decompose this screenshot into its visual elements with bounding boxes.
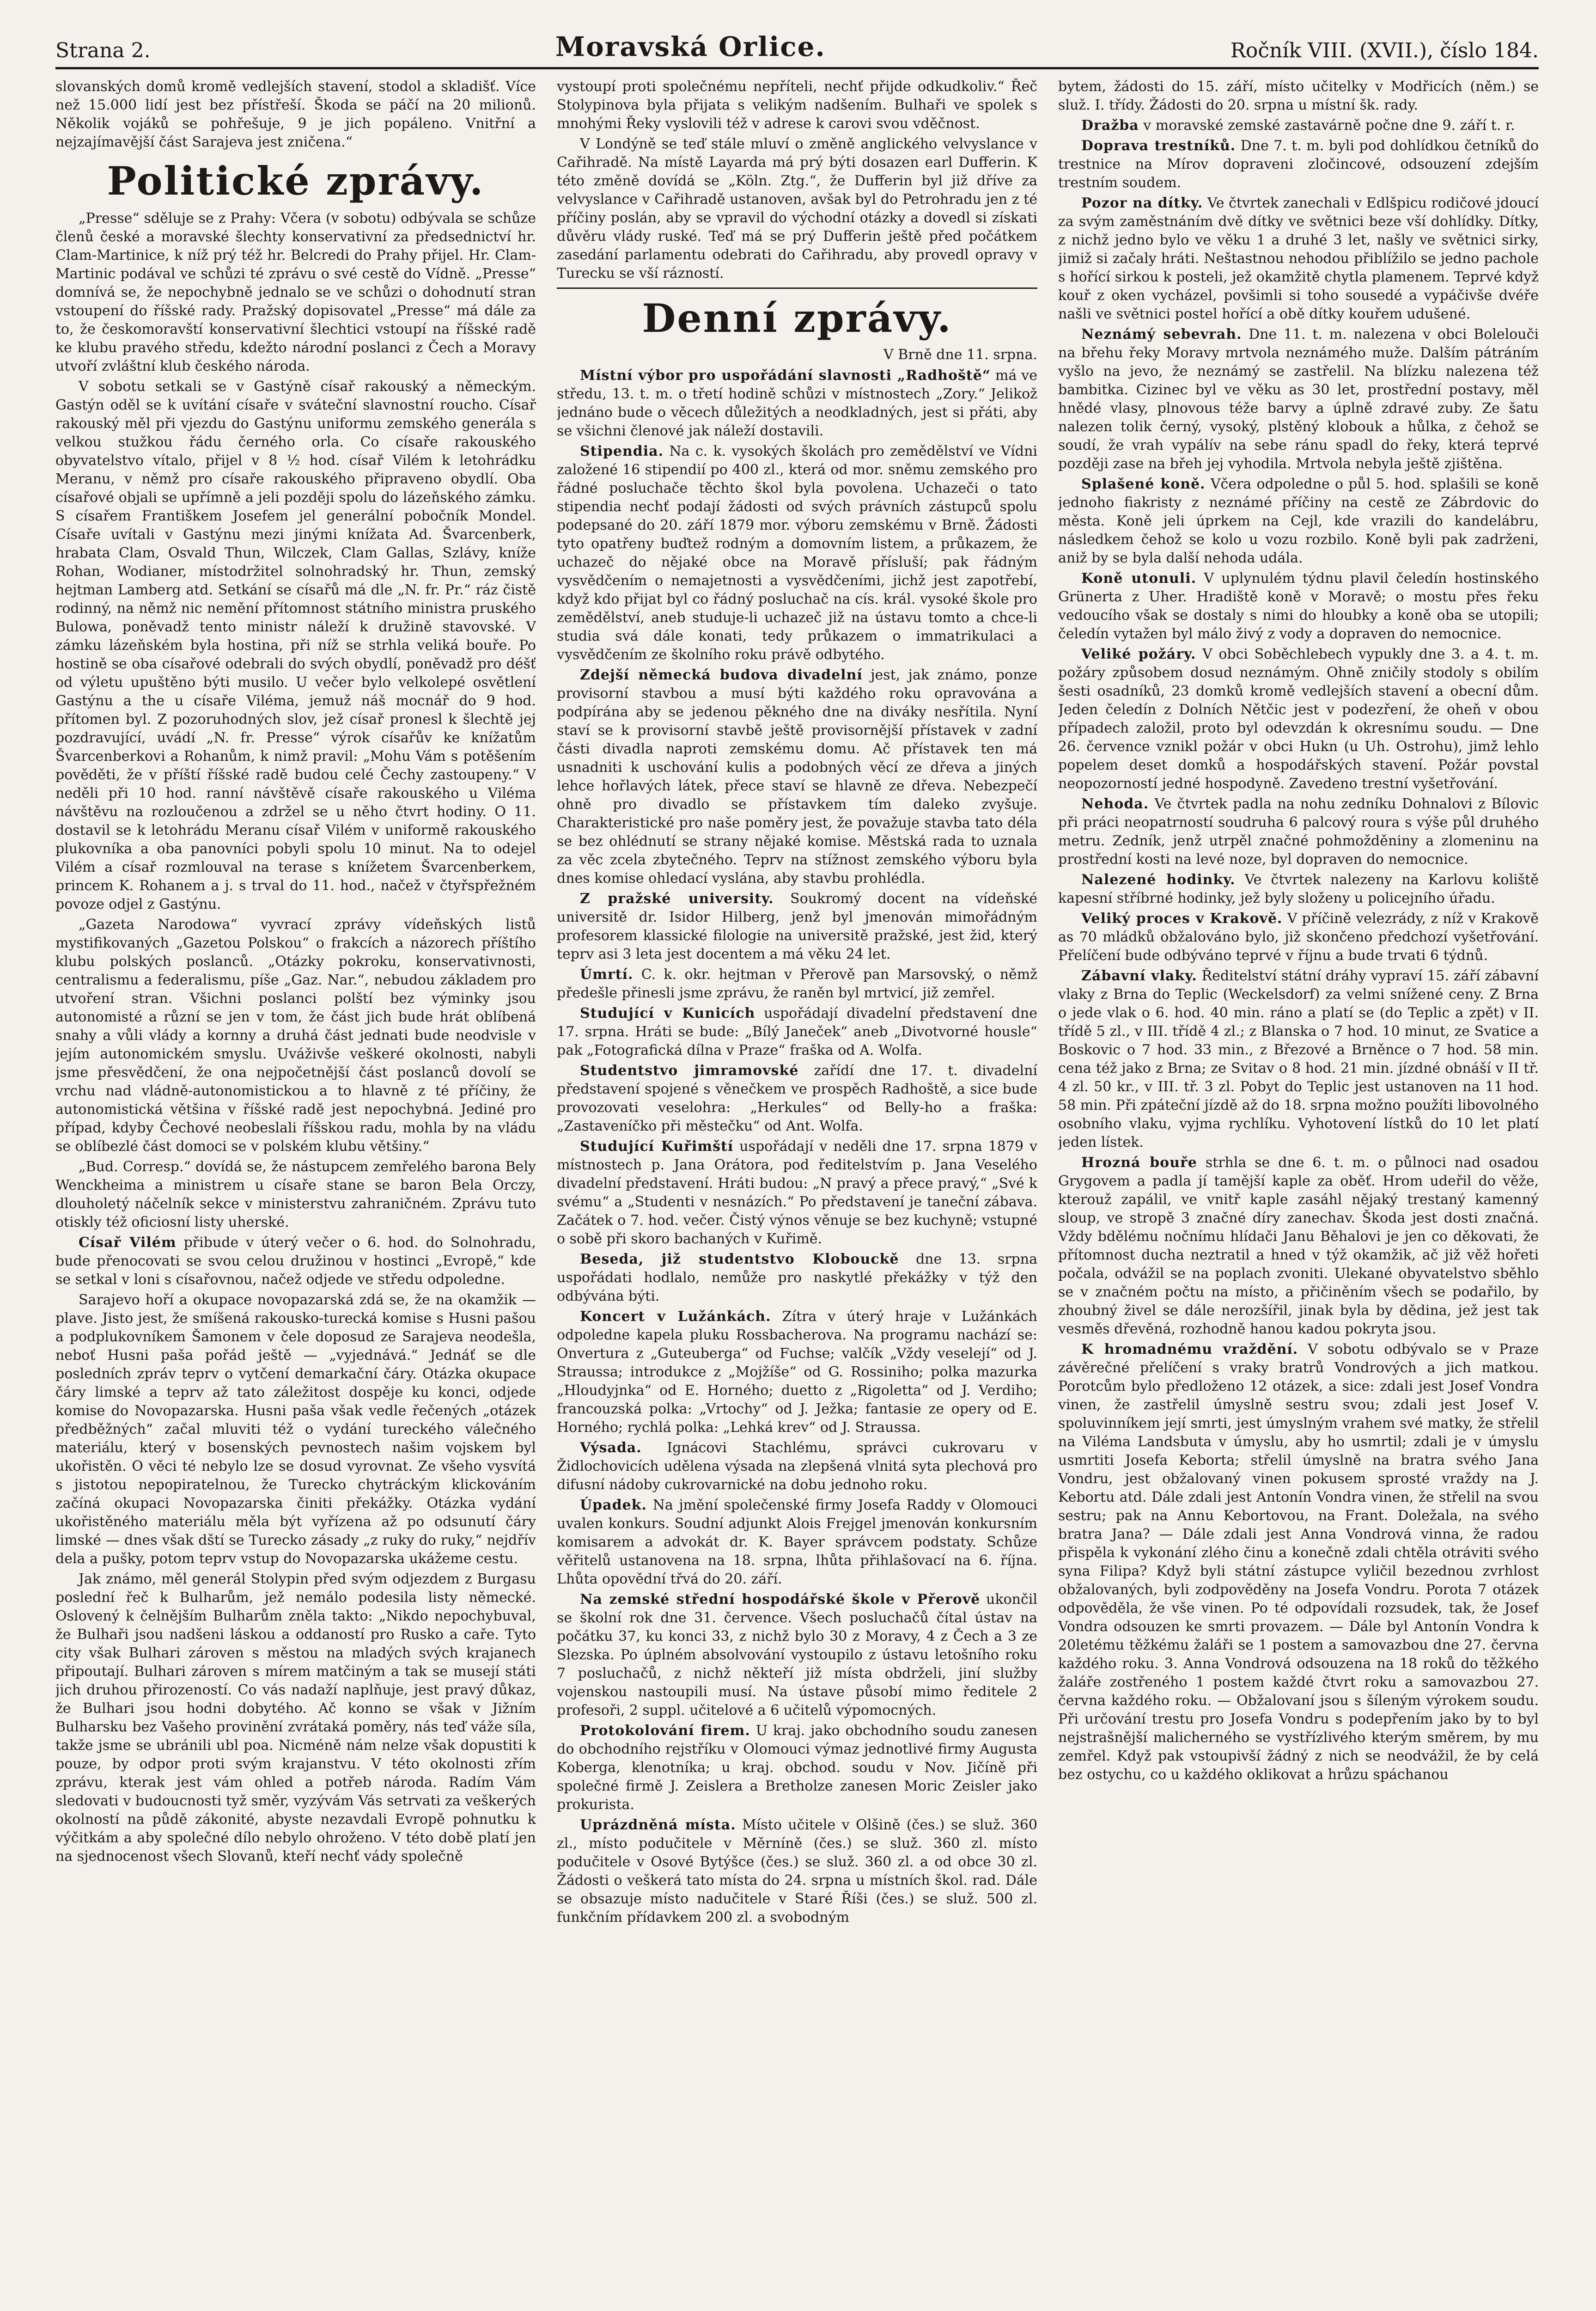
article-headline: Nehoda.	[1081, 796, 1149, 812]
article-paragraph	[557, 1250, 1037, 1306]
article-headline: Studující Kuřimští	[580, 1138, 734, 1155]
article-headline: Výsada.	[580, 1440, 642, 1456]
article-headline: K hromadnému vraždění.	[1081, 1341, 1298, 1357]
dateline: V Brně dne 11. srpna.	[883, 347, 1037, 363]
article-headline: Na zemské střední hospodářské škole v Přerově	[580, 1591, 981, 1608]
article-paragraph	[557, 890, 1037, 964]
article-text: „Gazeta Narodowa“ vyvrací zprávy vídeňských listů mystifikovaných „Gazetou Polskou“ o frakcích a názorech příštího klubu polských poslanců. „Otázky pokroku, konservativnosti, centralismu a federalismu, píše „Gaz. Nar.“, nebudou základem pro utvoření stran. Všichni poslanci polští bez výminky jsou autonomisté a různí se jen v tom, že část jich bude hrát oblíbená snahy a vůli vlády a kornny a druhá část jednati bude neodvisle v jejím autonomickém smyslu. Uváživše veškeré okolnosti, nabyli jsme přesvědčení, že ona nejpočetnější část poslanců dovolí se vrchu nad vládně-autonomistickou a to hlavně z té příčiny, že autonomistická většina v říšské radě jest nepochybná. Jediné pro případ, kdyby Čechové neobeslali říšskou radu, mohla by na vládu se oblíbezlé část domoci se v polském klubu většiny.“	[55, 917, 536, 1155]
article-paragraph	[1058, 967, 1539, 1152]
article-text: V sobotu setkali se v Gastýně císař rakouský a německým. Gastýn oděl se k uvítání císaře v sváteční slavnostní roucho. Císař rakouský měl při vjezdu do Gastýnu uniformu zemského generála s velkou stužkou řádu černého orla. Co císaře rakouského obyvatelstvo vítalo, přijel v 8 ½ hod. císař Vilém k letohrádku Meranu, v němž pro císaře rakouského připraveno obydlí. Oba císařové objali se upřímně a jeli později spolu do lázeňského zámku. S císařem Františkem Josefem jel generální pobočník Mondel. Císaře uvítali v Gastýnu mezi jinými knížata Ad. Švarcenberk, hrabata Clam, Osvald Thun, Wilczek, Clam Gallas, Szlávy, kníže Rohan, Wodianer, místodržitel solnohradský hr. Thun, zemský hejtman Lamberg atd. Setkání se císařů má dle „N. fr. Pr.“ ráz čistě rodinný, na němž nic nemění přítomnost státního ministra pruského Bulowa, poněvadž tento ministr náleží k družině stavovské. V zámku lázeňském byla hostina, při níž se strhla veliká bouře. Po hostině se oba císařové odebrali do svých obydlí, poněvadž pro déšť od výletu upuštěno býti musilo. U večer bylo velkolepé osvětlení Gastýnu a the u císaře Viléma, jemuž náš mocnář do 9 hod. přítomen byl. Z pozoruhodných slov, jež císař pronesl k šlechtě jej pozdravující, uvádí „N. fr. Presse“ výrok císařův ke knížatům Švarcenberkovi a Rohanům, k nimž pravil: „Mohu Vám s potěšením pověděti, že v příští říšské radě budou celé Čechy zastoupeny.“ V neděli při 10 hod. ranní návštěvě císaře rakouského u Viléma návštěvu na rozloučenou a zdržel se u něho čtvrt hodiny. O 11. dostavil se k letohrádu Meranu císař Vilém v uniformě rakouského plukovníka a oba panovníci pobyli spolu 10 minut. Na to odejel Vilém a císař rozmlouval na terase s knížetem Švarcenberkem, princem K. Rohanem a j. s trval do 11. hod., načež v čtyřspřežném povoze odjel z Gastýnu.	[55, 379, 536, 912]
article-text: Soukromý docent na vídeňské universitě dr. Isidor Hilberg, jenž byl jmenován mimořádným profesorem klassické filologie na universitě pražské, jest žid, který teprv asi 3 leta jest docentem a má věku 24 let.	[557, 891, 1037, 962]
article-headline: Veliké požáry.	[1081, 646, 1196, 662]
article-text: „Presse“ sděluje se z Prahy: Včera (v sobotu) odbývala se schůze členů české a moravské šlechty konservativní za předsednictví hr. Clam-Martinice, k níž prý též hr. Belcredi do Prahy přijel. Hr. Clam-Martinic podával ve schůzi té zprávu o své cestě do Vídně. „Presse“ domnívá se, že nepochybně jednalo se ve schůzi o dohodnutí stran vstoupení do říšské rady. Pražský dopisovatel „Presse“ má dále za to, že českomoravští konservativní šlechtici vstoupí na říšské radě ke klubu pravého středu, kdežto národní poslanci z Čech a Moravy utvoří zvláštní klub českého národa.	[55, 210, 536, 374]
article-text: Dne 11. t. m. nalezena v obci Bolelouči na břehu řeky Moravy mrtvola neznámého muže. Dalším pátráním vyšlo na jevo, že neznámý se zastřelil. Na blízku nalezena též bambitka. Cizinec byl ve věku as 30 let, prostřední postavy, měl hnědé vlasy, plnovous téže barvy a úplně zdravé zuby. Ze šatu nalezen tolik černý, vysoký, plstěný klobouk a hůlka, z čehož se soudí, že vrah vypálív na sebe ránu spadl do řeky, která teprvé později zase na břeh jej vyhodila. Mrtvola nebyla ještě zjištěna.	[1058, 326, 1539, 472]
masthead-title: Moravská Orlice.	[555, 31, 826, 62]
column-3-articles	[1058, 116, 1539, 1784]
article-paragraph	[557, 1137, 1037, 1248]
article-text: Ve čtvrtek nalezeny na Karlovu koliště kapesní stříbrné hodinky, jež byly složeny u policejního úřadu.	[1058, 872, 1539, 906]
article-paragraph	[557, 1816, 1037, 1927]
article-paragraph	[557, 1590, 1037, 1720]
article-paragraph	[55, 1291, 536, 1568]
article-text: „Bud. Corresp.“ dovídá se, že nástupcem zemřelého barona Bely Wenckheima a ministrem u císaře stane se baron Bela Orczy, dlouholetý náčelník sekce v ministerstvu zahraničném. Zprávu tuto otiskly též oficiosní listy uherské.	[55, 1159, 536, 1230]
article-text: Včera odpoledne o půl 5. hod. splašili se koně jednoho fiakristy z neznámé příčiny na cestě ze Zábrdovic do města. Koně jeli úprkem na Cejl, kde vrazili do kandelábru, následkem čehož se kolo u vozu rozbilo. Koně byli pak zadrženi, aniž by se byla další nehoda udála.	[1058, 476, 1539, 566]
article-paragraph	[557, 1496, 1037, 1589]
article-headline: Císař Vilém	[79, 1235, 177, 1251]
column-2-london-article: V Londýně se teď stále mluví o změně anglického velvyslance v Cařihradě. Na místě Layarda má prý býti dosazen earl Dufferin. K této změně dovídá se „Köln. Ztg.“, že Dufferin byl již dříve za velvyslance v Cařihradě ustanoven, avšak byl do Petrohradu jen z té příčiny poslán, aby se vpravil do východní otázky a dovedl si získati důvěru vlády ruské. Teď má se prý Dufferin ještě před počátkem zasedání parlamentu odebrati do Cařihradu, aby provedl opravy v Turecku se vší rázností.	[557, 136, 1037, 281]
article-paragraph	[1058, 325, 1539, 473]
article-headline: Koncert v Lužánkách.	[580, 1308, 771, 1325]
article-headline: Neznámý sebevrah.	[1081, 326, 1242, 342]
article-text: Dne 7. t. m. byli pod dohlídkou četníků do trestnice na Mírov dopraveni zločincové, odsouzení zdejším trestním soudem.	[1058, 138, 1539, 191]
page-number: Strana 2.	[55, 39, 151, 62]
article-headline: Stipendia.	[580, 443, 664, 459]
article-text: ukončil se školní rok dne 31. července. Všech posluchačů čítal ústav na počátku 37, ku konci 33, z nichž bylo 30 z Moravy, 4 z Čech a 3 ze Slezska. Po úplném absolvování vystoupilo z ústavu letošního roku 7 posluchačů, z nichž někteří již místa obdrželi, jiní služby vojenskou nastoupili musí. Na ústave působí mimo ředitele 2 profesoři, 2 suppl. učitelové a 6 učitelů výpomocných.	[557, 1591, 1037, 1718]
column-3-intro: bytem, žádosti do 15. září, místo učitelky v Modřicích (něm.) se služ. I. třídy. Žádosti do 20. srpna u místní šk. rady.	[1058, 79, 1539, 113]
article-text: V příčině velezrády, z níž v Krakově as 70 mládků obžalováno bylo, již skončeno předchozí vyšetřování. Přelíčení bude odbýváno teprvé v říjnu a bude trvati 6 týdnů.	[1058, 911, 1539, 964]
article-text: přibude v úterý večer o 6. hod. do Solnohradu, bude přenocovati se svou celou družinou v hostinci „Evropě,“ kde se setkal v loni s císařovnou, načež odjede ve středu odpoledne.	[55, 1235, 536, 1288]
article-paragraph	[557, 442, 1037, 664]
article-headline: Pozor na dítky.	[1081, 195, 1203, 211]
article-paragraph	[1058, 1340, 1539, 1784]
article-text: V sobotu odbývalo se v Praze závěrečné přelíčení s vraky bratrů Vondrových a jich matkou. Porotcům bylo předloženo 12 otázek, a sice: zdali jest Josef Vondra vinen, že zastřelil úmyslně sestru svou; zdali jest Josef V. spoluvinníkem její smrti, jest úmyslným vrahem své matky, že střelil na Viléma Landsbuta v úmyslu, aby ho usmrtil; zdali je v úmyslu usmrtiti Josefa Keborta; střelil úmyslně na bratra svého Jana Vondru, jest obžalovaný vinen pokusem sprosté vraždy na J. Kebortu atd. Dále zdali jest Antonín Vondra vinen, že střelil na svou sestru; pak na Annu Kebortovou, na Frant. Doležala, na svého bratra Jana? — Dále zdali jest Anna Vondrová vinna, že radou přispěla k vykonání zlého činu a konečně zdali chtěla otráviti svého syna Filipa? Když byli státní zástupce vyličil bezednou zvrhlost obžalovaných, byli zodpověděny na Josefa Vondru. Porota 7 otázek odpověděla, že vše vinen. Po té odpovídali rozsudek, tak, že Josef Vondra odsouzen ke smrti provazem. — Dále byl Antonín Vondra k 20letému těžkému žaláři se 1 postem a samovazbou dne 27. června každého roku. 3. Anna Vondrová odsouzena na 18 roků do těžkého žaláře zostřeného 1 postem každé čtvrt roku a samovazbou 27. června každého roku. — Obžalovaní jsou s šíleným výrokem soudu. Při určování trestu pro Josefa Vondru s podepřením jako by to byl nejstrašnější malicherného se vystřízlivého kterým směrem, by mu zemřel. Když pak vstoupivší žádný z nich se neodvážil, že by celá bez ostychu, co u každého oklikovat a hrůzu spáchanou	[1058, 1341, 1539, 1783]
article-paragraph	[1058, 475, 1539, 568]
article-text: V uplynulém týdnu plavil čeledín hostinského Grünerta z Uher. Hradiště koně v Moravě; o mostu přes řeku vedoucího však se dostaly s nimi do hloubky a koně oba se utopili; čeledín vytažen byl málo živý z vody a dopraven do nemocnice.	[1058, 570, 1539, 642]
article-text: Ředitelství státní dráhy vypraví 15. září zábavní vlaky z Brna do Teplic (Weckelsdorf) za velmi snížené ceny. Z Brna o jede vlak o 6. hod. 40 min. ráno a platí se (do Teplic a zpět) v II. třídě 5 zl., v III. třídě 4 zl.; z Blanska o 7 hod. 10 minut, ze Svatice a Boskovic o 7 hod. 33 min., z Březové a Brněnce o 7 hod. 58 min. cena též jako z Brna; ze Svitav o 8 hod. 21 min. jízdné obnáší v II tř. 4 zl. 50 kr., v III. tř. 3 zl. Pobyt do Teplic jest ustanoven na 11 hod. 58 min. Při zpáteční jízdě až do 18. srpna možno použíti libovolného osobního vlaku, vyjma rychlíku. Vyhotovení lístků do 10 let platí jeden lístek.	[1058, 968, 1539, 1150]
page-header	[55, 32, 1539, 69]
article-paragraph	[557, 966, 1037, 1003]
article-text: má ve středu, 13. t. m. o třetí hodině schůzi v místnostech „Zory.“ Jelikož jednáno bude o věcech důležitých a neodkladných, jest si přáti, aby se všichni členové jak náleží dostavili.	[557, 367, 1037, 439]
article-text: Ve čtvrtek padla na nohu zedníku Dohnalovi z Bílovic při práci neopatrností soudruha 6 palcový roura s výše půl druhého metru. Zedník, jenž utrpěl značné pohmožděniny a zlomeninu na prostřední kosti na levé noze, byl dopraven do nemocnice.	[1058, 796, 1539, 868]
article-paragraph	[557, 1308, 1037, 1437]
article-paragraph	[55, 1158, 536, 1232]
article-text: zařídí dne 17. t. divadelní představení spojené s věnečkem ve prospěch Radhoště, a sice bude provozovati veselohra: „Herkules“ od Belly-ho a fraška: „Zastaveníčko při městečku“ od Ant. Wolfa.	[557, 1063, 1037, 1134]
article-text: Místo učitele v Olšině (čes.) se služ. 360 zl., místo podučitele v Měrníně (čes.) se služ. 360 zl. místo podučitele v Osové Bytýšce (čes.) se služ. 360 zl. a od obce 30 zl. Žádosti o veškerá tato místa do 24. srpna u místních škol. rad. Dále se obsazuje místo nadučitele v Staré Říši (čes.) se služ. 500 zl. funkčním přídavkem 200 zl. a svobodným	[557, 1817, 1037, 1926]
article-headline: Studentstvo jimramovské	[580, 1063, 799, 1079]
article-paragraph	[557, 1722, 1037, 1814]
article-paragraph	[557, 666, 1037, 888]
article-headline: Protokolování firem.	[580, 1723, 750, 1739]
column-1-intro: slovanských domů kromě vedlejších stavení, stodol a skladišť. Více než 15.000 lidí jest bez přístřeší. Škoda se páčí na 20 milionů. Několik vojáků se pohřešuje, 9 je jich popáleno. Vnitřní a nejzajímavější část Sarajeva jest zničena.“	[55, 79, 536, 150]
article-paragraph	[557, 1439, 1037, 1494]
article-headline: Z pražské university.	[580, 891, 774, 907]
article-paragraph	[557, 367, 1037, 440]
section-title-denni: Denní zprávy.	[642, 295, 952, 341]
article-paragraph	[1058, 1154, 1539, 1339]
article-text: U kraj. jako obchodního soudu zanesen do obchodního rejstříku v Olomouci výmaz jednotlivé firmy Augusta Koberga, klenotníka; u kraj. obchod. soudu v Nov. Jičíně při společné firmě J. Zeislera a Bretholze zanesen Moric Zeisler jako prokurista.	[557, 1723, 1037, 1813]
article-headline: Místní výbor pro uspořádání slavnosti „Radhoště“	[580, 367, 991, 384]
article-text: v moravské zemské zastavárně počne dne 9. září t. r.	[1143, 117, 1515, 134]
column-1	[55, 78, 536, 2311]
article-paragraph	[1058, 116, 1539, 135]
article-text: Ve čtvrtek zanechali v Edlšpicu rodičové jdoucí za svým zaměstnáním dvě dítky ve světnici beze vší dohlídky. Dítky, z nichž jedno bylo ve věku 1 a druhé 3 let, našly ve světnici sirky, jimiž si začaly hráti. Neštastnou nehodou přiblížilo se jedno pachole s hořící sirkou k posteli, jež okamžitě chytla plamenem. Teprvé když kouř z oken vycházel, povšimli si toho sousedé a vypáčivše dvéře našli ve světnici postel hořící a obě dítky kouřem udušené.	[1058, 195, 1539, 322]
article-paragraph	[55, 1570, 536, 1866]
article-text: jest, jak známo, ponze provisorní stavbou a musí býti každého roku opravována a podpírána aby se jedenou pěkného dne na diváky nesřítila. Nyní staví se k provisorní stavbě ještě provisornější přístavek v zadní části divadla naproti zemskému domu. Ač přístavek ten má usnadniti k uschování kulis a podobných věcí ze dřeva a jiných lehce hořlavých látek, přece staví se hlavně ze dřeva. Nebezpečí ohně pro divadlo se přístavkem tím daleko zvyšuje. Charakteristické pro naše poměry jest, že považuje stavba tato déla se bez ohlédnutí se strany nějaké komise. Městská rada to uznala za věc zcela zbytečného. Teprv na stížnost zemského výboru byla dnes komise ohledací vyslána, aby stavbu prohlédla.	[557, 667, 1037, 886]
article-text: Na jmění společenské firmy Josefa Raddy v Olomouci uvalen konkurs. Soudní adjunkt Alois Frejgel jmenován konkursním komisarem a advokát dr. K. Bayer správcem podstaty. Schůze věřitelů ustanovena na 18. srpna, lhůta přihlašovací na 6. října. Lhůta opovědní třvá do 20. září.	[557, 1497, 1037, 1587]
article-paragraph	[557, 1062, 1037, 1136]
article-headline: Studující v Kunicích	[580, 1005, 755, 1021]
article-text: Zítra v úterý hraje v Lužánkách odpoledne kapela pluku Rossbacherova. Na programu nachází se: Onvertura z „Guteuberga“ od Fuchse; valčík „Vždy veselejí“ od J. Straussa; introdukce z „Mojžíše“ od G. Rossiniho; polka mazurka „Hloudyjnka“ od E. Horného; duetto z „Rigoletta“ od J. Verdiho; francouzská polka: „Vrtochy“ od J. Ježka; fantasie ze opery od E. Horného; rychlá polka: „Lehká krev“ od J. Straussa.	[557, 1308, 1037, 1436]
article-paragraph	[1058, 795, 1539, 869]
article-text: Jak známo, měl generál Stolypin před svým odjezdem z Burgasu poslední řeč k Bulharům, jež nemálo podesila listy německé. Oslovený k čelnějším Bulharům zněla takto: „Nikdo nepochybuval, že Bulhaři jsou nadšeni láskou a oddaností pro Rusko a caře. Tyto city však Bulhari zároven s městou na mladých svých krajanech připoutají. Bulhari zároven s mírem matčiným a tak se musejí státi jich druhou přirozeností. Co vás nadaží naplňuje, jest pravý důkaz, že Bulhari jsou hodni dobytého. Ač konno se však v Jižním Bulharsku bez Vašeho provinění zvrátaká poměry, nás teď váže síla, takže jsme se ubránili ubl poa. Nicméně nám nelze však dopustiti k pouze, by odpor proti svým krajanstvu. V této okolnosti zřím zprávu, kterak jest vám ohled a potřeb národa. Radím Vám sledovati v budoucnosti tyž směr, vyzývám Vás setrvati za veškerých okolností na půdě zákonité, abyste nezavdali Evropě pohnutku k výčitkám a aby společné dílo nebylo ohroženo. V této době platí jen na sjednocenost všech Slovanů, kteří nechť vády společně	[55, 1571, 536, 1865]
article-paragraph	[55, 209, 536, 376]
article-headline: Splašené koně.	[1081, 476, 1206, 492]
article-headline: Úmrtí.	[580, 966, 634, 983]
article-text: Ignácovi Stachlému, správci cukrovaru v Židlochovicích udělena výsada na zlepšená vlnitá syta plechová pro difusní nádoby cukrovarnické na dobu jednoho roku.	[557, 1440, 1037, 1493]
column-2-intro: vystoupí proti společnému nepříteli, nechť přijde odkudkoliv.“ Řeč Stolypinova byla přijata s velikým nadšením. Bulhaři ve spolek s mnohými Řeky vyslovili též v adrese k carovi svou vděčnost.	[557, 79, 1037, 132]
article-paragraph	[1058, 569, 1539, 643]
article-paragraph	[1058, 645, 1539, 793]
article-headline: Beseda, již studentstvo Klobouckě	[580, 1251, 899, 1267]
article-text: C. k. okr. hejtman v Přerově pan Marsovský, o němž předešle přinesli jsme zprávu, že raněn byl mrtvicí, již zemřel.	[557, 966, 1037, 1001]
article-text: uspořádají divadelní představení dne 17. srpna. Hráti se bude: „Bílý Janeček“ aneb „Divotvorné housle“ pak „Fotografická dílna v Praze“ fraška od A. Wolfa.	[557, 1005, 1037, 1058]
article-headline: Doprava trestníků.	[1081, 138, 1236, 154]
article-paragraph	[1058, 871, 1539, 908]
article-paragraph	[55, 378, 536, 914]
column-2	[557, 78, 1037, 2311]
article-text: V obci Soběchlebech vypukly dne 3. a 4. t. m. požáry způsobem dosud neznámým. Ohně zničily stodoly s obilím šesti osadníků, 23 domků kromě vedlejších stavení a obecní dům. Jeden čeledín z Dolních Nětčic jest v podezření, že oheň v obou případech založil, proto byl odevzdán k okresnímu soudu. — Dne 26. července vznikl požár v obci Hukn (u Uh. Ostrohu), jimž lehlo popelem deset domků a hospodářských stavení. Požár povstal neopozorností jedné hospodyně. Zavedeno trestní vyšetřování.	[1058, 646, 1539, 792]
article-headline: Zdejší německá budova divadelní	[580, 667, 863, 683]
column-3	[1058, 78, 1539, 2311]
article-headline: Hrozná bouře	[1081, 1155, 1197, 1171]
article-headline: Dražba	[1081, 117, 1139, 134]
article-paragraph	[1058, 194, 1539, 324]
article-headline: Veliký proces v Krakově.	[1081, 911, 1283, 927]
article-paragraph	[1058, 910, 1539, 965]
article-paragraph	[557, 1004, 1037, 1060]
column-1-articles	[55, 209, 536, 1866]
column-2-articles	[557, 367, 1037, 1927]
section-title-politicke: Politické zprávy.	[107, 158, 485, 204]
article-headline: Nalezené hodinky.	[1081, 872, 1236, 888]
article-text: strhla se dne 6. t. m. o půlnoci nad osadou Grygovem a padla jí tamější kaple za oběť. Hrom udeřil do věže, kterouž zapálil, ve vnitř kaple zasáhl nějaký trestaný kamenný sloup, ve stropě 3 značné díry zanechav. Škoda jest dosti značná. Vždy bdělému nočnímu hlídači Janu Běhalovi je jen co děkovati, že přítomnost ducha neztratil a hned v týž okamžik, ač již věž hořeti počala, odvážil se na poplach zvoniti. Ulekané obyvatelstvo sběhlo se v značném počtu na místo, a přičiněním všech se podařilo, by zhoubný živel se dále nerozšířil, jinak byla by dědina, jež jest tak vesměs dřevěná, rozhodně hanou kadou pokryta jsou.	[1058, 1155, 1539, 1337]
issue-info: Ročník VIII. (XVII.), číslo 184.	[1230, 39, 1539, 62]
article-text: uspořádají v neděli dne 17. srpna 1879 v místnostech p. Jana Orátora, pod ředitelstvím p. Jana Veselého divadelní představení. Hráti budou: „N pravý a přece pravý,“ „Své k svému“ a „Studenti v nesnázích.“ Po představení je taneční zábava. Začátek o 7. hod. večer. Čistý výnos věnuje se bez kuchyně; vstupné o sobě při skoro bachaných v Kuřimě.	[557, 1138, 1037, 1247]
columns	[55, 78, 1539, 2311]
article-headline: Úpadek.	[580, 1497, 647, 1513]
section-divider	[557, 287, 1037, 289]
article-headline: Uprázdněná místa.	[580, 1817, 736, 1833]
article-paragraph	[55, 916, 536, 1156]
article-paragraph	[55, 1234, 536, 1289]
article-headline: Koně utonuli.	[1081, 570, 1197, 587]
article-text: Na c. k. vysokých školách pro zemědělství ve Vídni založené 16 stipendií po 400 zl., která od mor. sněmu zemského pro řádné posluchače těchto škol byla povolena. Uchazeči o tato stipendia nechť podají žádosti od svých právních zástupců spolu podepsané do 20. září 1879 mor. výboru zemskému v Brně. Žádosti tyto opatřeny buďtež rodným a domovním listem, a průkazem, že uchazeč do nějaké obce na Moravě přísluší; pak řádným vysvědčením o nemajetnosti a vysvědčeními, jichž jest zapotřebí, když kdo přijat byl co řádný posluchač na cís. král. vysoké škole pro zemědělství, aneb studuje-li uchazeč již na ústavu tomto a chce-li studia svá dále konati, tedy průkazem o immatrikulaci a vysvědčením ze školního roku právě odbytého.	[557, 443, 1037, 663]
article-text: Sarajevo hoří a okupace novopazarská zdá se, že na okamžik — plave. Jisto jest, že smíšená rakousko-turecká komise s Husni pašou a podplukovníkem Šamonem v čele doposud ze Sarajeva neodešla, neboť Husni paša pořád ještě — „vyjednává.“ Jednáť se dle posledních zpráv teprv o vytčení demarkační čáry. Otázka okupace čáry limské a teprv až tato záležitost dospěje ku konci, odjede komise do Novopazarska. Husni paša však vedle řečených „otázek předběžných“ začal mluviti též o vydání tureckého válečného materiálu, který v bosenských pevnostech našim vojskem byl ukořistěn. O věci té nebylo lze se dosud vyrovnat. Ze všeho vysvítá s jistotou nepopiratelnou, že Turecko chytráckým klickováním začíná okupaci Novopazarska činiti překážky. Otázka vydání ukořistěného materiálu měla být vyřízena až po odsunutí čáry limské — dnes však dští se Turecko zásady „z ruky do ruky,“ nejdřív dela a pušky, potom teprv vstup do Novopazarska ukážeme cestu.	[55, 1292, 536, 1567]
article-headline: Zábavní vlaky.	[1081, 968, 1197, 984]
article-paragraph	[1058, 137, 1539, 192]
article-text: dne 13. srpna uspořádati hodlalo, nemůže pro naskytlé překážky v týž den odbývána býti.	[557, 1251, 1037, 1304]
